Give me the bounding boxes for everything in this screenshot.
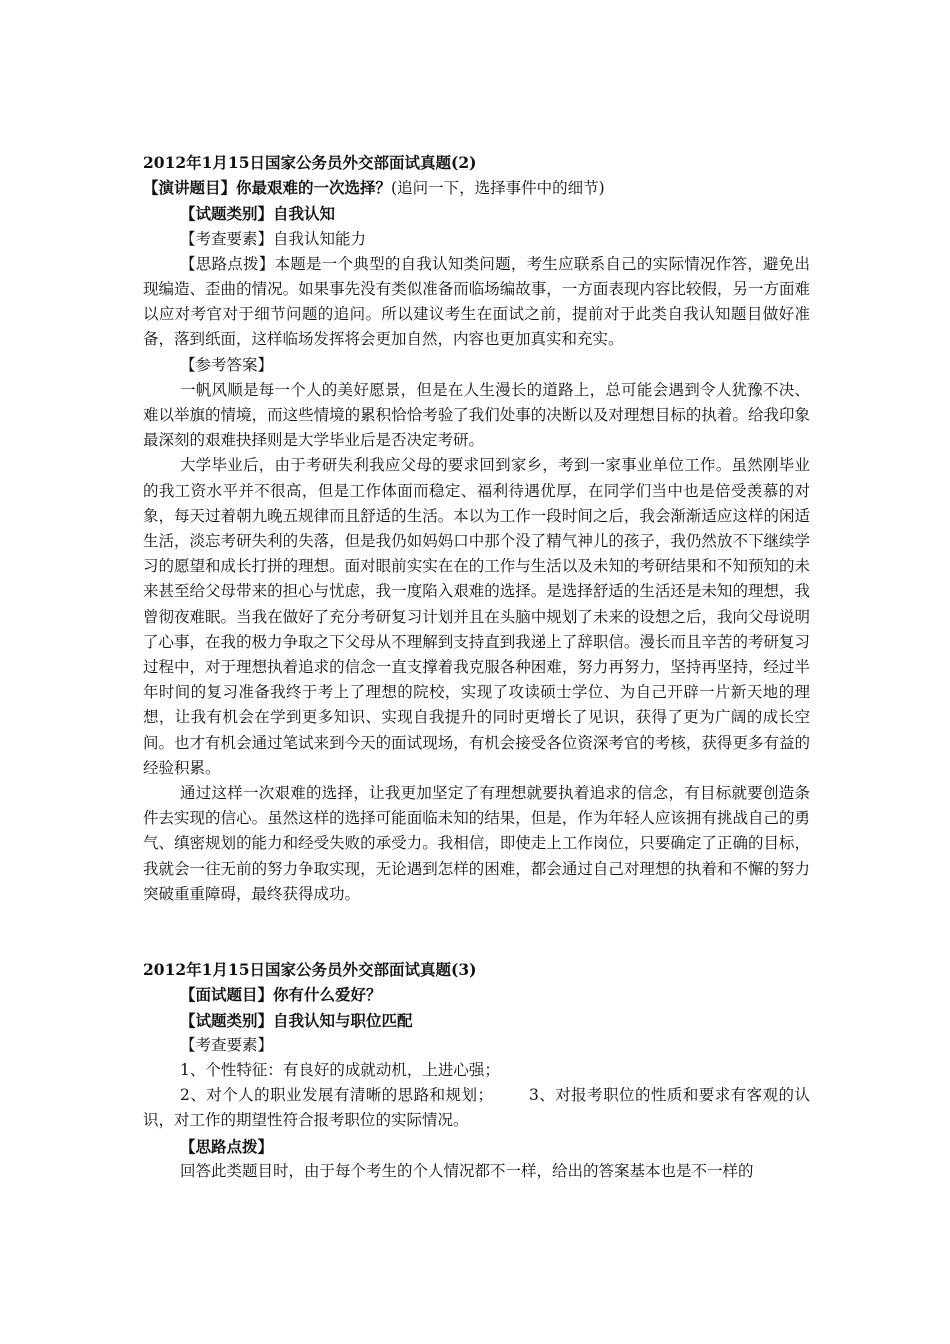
element-items-2-3 (143, 1083, 810, 1133)
element-item-2: 2、对个人的职业发展有清晰的思路和规划； (180, 1086, 493, 1105)
answer-paragraph-3: 通过这样一次艰难的选择，让我更加坚定了有理想就要执着追求的信念，有目标就要创造条件去实现的信心。虽然这样的选择可能面临未知的结果，但是，作为年轻人应该拥有挑战自己的勇气、缜密规划的能力和经受失败的承受力。我相信，即使走上工作岗位，只要确定了正确的目标，我就会一往无前的努力争取实现，无论遇到怎样的困难，都会通过自己对理想的执着和不懈的努力突破重重障碍，最终获得成功。 (143, 784, 810, 903)
approach-paragraph: 【思路点拨】本题是一个典型的自我认知类问题，考生应联系自己的实际情况作答，避免出现编造、歪曲的情况。如果事先没有类似准备而临场编故事，一方面表现内容比较假，另一方面难以应对考官对于细节问题的追问。所以建议考生在面试之前，提前对于此类自我认知题目做好准备，落到纸面，这样临场发挥将会更加自然，内容也更加真实和充实。 (143, 254, 810, 349)
reference-answer-label: 【参考答案】 (180, 355, 274, 374)
approach-text-2: 回答此类题目时，由于每个考生的个人情况都不一样，给出的答案基本也是不一样的 (180, 1161, 754, 1180)
section-spacer (143, 907, 810, 957)
element-item-1: 1、个性特征：有良好的成就动机，上进心强； (180, 1060, 500, 1079)
answer-paragraph-2: 大学毕业后，由于考研失利我应父母的要求回到家乡，考到一家事业单位工作。虽然刚毕业的我工资水平并不很高，但是工作体面而稳定、福利待遇优厚，在同学们当中也是倍受羡慕的对象，每天过着朝九晚五规律而且舒适的生活。本以为工作一段时间之后，我会渐渐适应这样的闲适生活，淡忘考研失利的失落，但是我仍如妈妈口中那个没了精气神儿的孩子，我仍然放不下继续学习的愿望和成长打拼的理想。面对眼前实实在在的工作与生活以及未知的考研结果和不知预知的未来甚至给父母带来的担心与忧虑，我一度陷入艰难的选择。是选择舒适的生活还是未知的理想，我曾彻夜难眠。当我在做好了充分考研复习计划并且在头脑中规划了未来的设想之后，我向父母说明了心事，在我的极力争取之下父母从不理解到支持直到我递上了辞职信。漫长而且辛苦的考研复习过程中，对于理想执着追求的信念一直支撑着我克服各种困难，努力再努力，坚持再坚持，经过半年时间的复习准备我终于考上了理想的院校，实现了攻读硕士学位、为自己开辟一片新天地的理想，让我有机会在学到更多知识、实现自我提升的同时更增长了见识，获得了更为广阔的成长空间。也才有机会通过笔试来到今天的面试现场，有机会接受各位资深考官的考核，获得更多有益的经验积累。 (143, 456, 810, 777)
interview-question: 【面试题目】你有什么爱好？ (180, 985, 382, 1005)
section2-title: 2012年1月15日国家公务员外交部面试真题(3) (143, 960, 477, 980)
question-category: 【试题类别】自我认知 (180, 204, 336, 224)
approach-label-2: 【思路点拨】 (180, 1136, 274, 1156)
section1-title: 2012年1月15日国家公务员外交部面试真题(2) (143, 153, 477, 172)
question-category-2: 【试题类别】自我认知与职位匹配 (180, 1010, 413, 1030)
speech-topic-label: 【演讲题目】你最艰难的一次选择？ (143, 178, 392, 198)
speech-topic-line (143, 175, 810, 201)
element-item-3: 3、对报考职位的性质和要求有客观的认识，对工作的期望性符合报考职位的实际情况。 (143, 1086, 810, 1130)
answer-paragraph-1: 一帆风顺是每一个人的美好愿景，但是在人生漫长的道路上，总可能会遇到令人犹豫不决、难以举旗的情境，而这些情境的累积恰恰考验了我们处事的决断以及对理想目标的执着。给我印象最深刻的艰难抉择则是大学毕业后是否决定考研。 (143, 380, 810, 450)
speech-topic-note: (追问一下，选择事件中的细节) (391, 179, 605, 198)
assessment-elements: 【考查要素】自我认知能力 (180, 229, 367, 248)
assessment-elements-label: 【考查要素】 (180, 1035, 274, 1054)
